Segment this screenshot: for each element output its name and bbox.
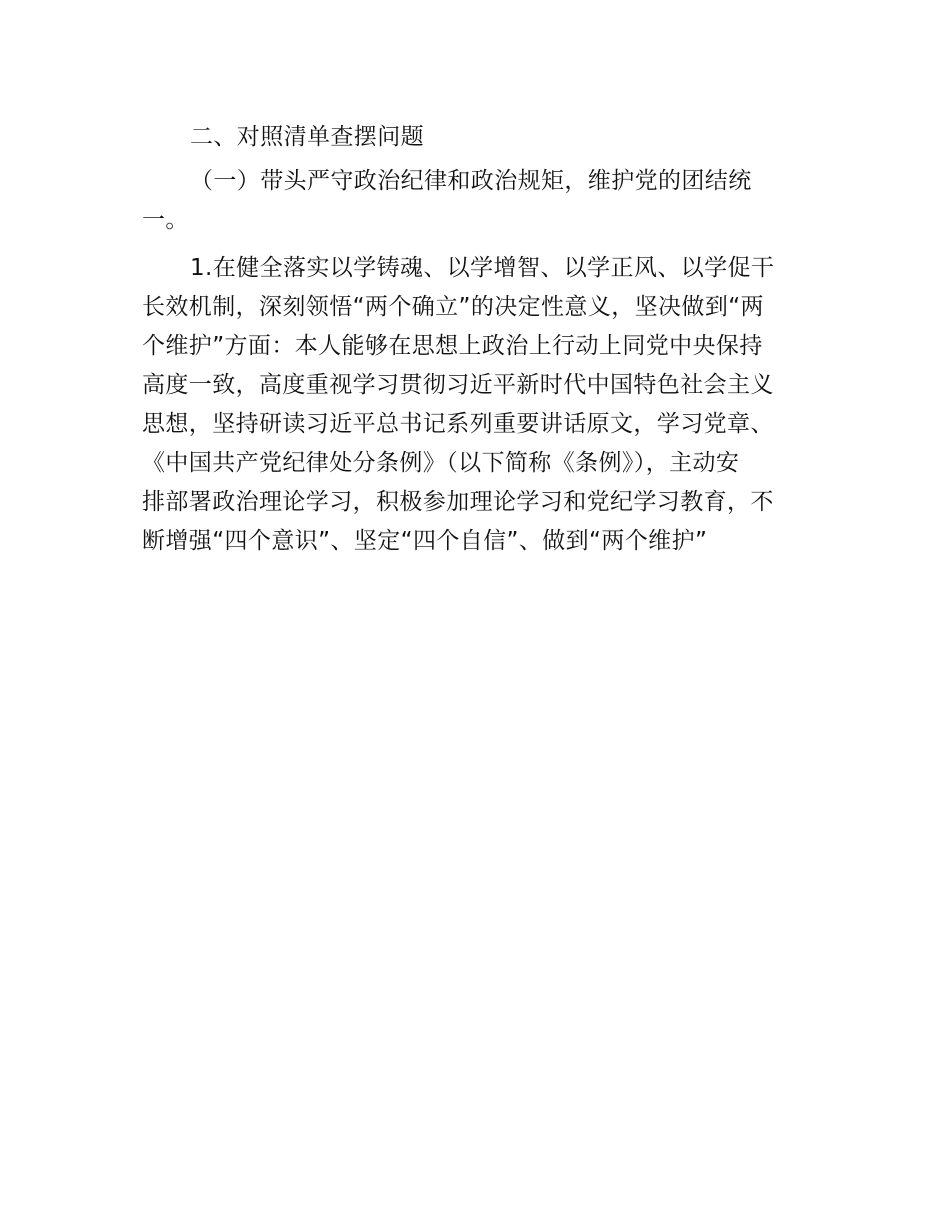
subsection-line: （一）带头严守政治纪律和政治规矩，维护党的团结统: [190, 168, 752, 194]
paragraph-line: 排部署政治理论学习，积极参加理论学习和党纪学习教育，不: [142, 489, 774, 515]
paragraph-line: 断增强“四个意识”、坚定“四个自信”、做到“两个维护”: [142, 528, 708, 554]
paragraph-line: 思想，坚持研读习近平总书记系列重要讲话原文，学习党章、: [142, 411, 774, 437]
paragraph-line: 高度一致，高度重视学习贯彻习近平新时代中国特色社会主义: [142, 372, 774, 398]
subsection-heading: [142, 162, 810, 240]
paragraph-line: 长效机制，深刻领悟“两个确立”的决定性意义，坚决做到“两: [142, 294, 764, 320]
paragraph-line: 《中国共产党纪律处分条例》（以下简称《条例》），主动安: [142, 450, 740, 476]
document-body: [142, 118, 810, 561]
paragraph-line: 个维护”方面：本人能够在思想上政治上行动上同党中央保持: [142, 333, 763, 359]
paragraph: [142, 249, 810, 561]
subsection-line: 一。: [142, 207, 189, 233]
paragraph-line: 1.在健全落实以学铸魂、以学增智、以学正风、以学促干: [190, 255, 775, 281]
section-heading: 二、对照清单查摆问题: [190, 124, 424, 150]
